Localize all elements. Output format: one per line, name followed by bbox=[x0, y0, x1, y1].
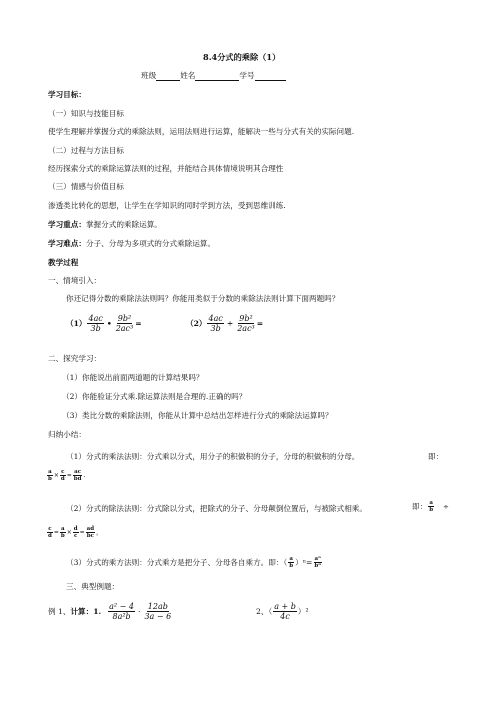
r1-frac-result bbox=[73, 469, 86, 482]
r2-times: × bbox=[66, 529, 72, 536]
eq1-frac-b bbox=[115, 314, 135, 333]
eq1-b-num: 9b² bbox=[117, 314, 132, 323]
r1-bd: bd bbox=[73, 476, 82, 482]
process-heading: 教学过程 bbox=[48, 258, 79, 267]
objective-2-text: 经历探索分式的乘除运算法则的过程，并能结合具体情境说明其合理性 bbox=[48, 164, 284, 173]
r3-a: a bbox=[289, 556, 293, 562]
eq2-b-num: 9b² bbox=[239, 314, 253, 323]
objective-3-text: 渗透类比转化的思想，让学生在学知识的同时学到方法，受到思维训练. bbox=[48, 201, 286, 210]
question-3: （3）类比分数的乘除法则，你能从计算中总结出怎样进行分式的乘除法运算吗？ bbox=[62, 411, 333, 420]
eq2-a-num: 4ac bbox=[208, 314, 223, 323]
r2-frac-result bbox=[86, 526, 95, 539]
rule-2-tail-group bbox=[412, 500, 449, 513]
r1-d: d bbox=[60, 476, 65, 482]
equation-2 bbox=[186, 314, 263, 333]
example-1 bbox=[48, 602, 173, 621]
key-point bbox=[48, 220, 162, 230]
r1-times: × bbox=[53, 472, 59, 479]
section-1-text: 你还记得分数的乘除法法则吗？你能用类似于分数的乘除法法则计算下面两题吗？ bbox=[66, 294, 340, 303]
r3-frac-result bbox=[313, 556, 322, 569]
ex1-operator: · bbox=[138, 607, 141, 616]
r1-ac: ac bbox=[74, 469, 82, 475]
r1-c: c bbox=[61, 469, 65, 475]
class-blank[interactable] bbox=[156, 72, 180, 81]
eq1-operator: • bbox=[106, 319, 112, 328]
ex1-b-num: 12ab bbox=[147, 602, 168, 611]
r1-frac-cd bbox=[60, 469, 66, 482]
rule-3-mid: ）ⁿ= bbox=[295, 558, 313, 567]
r2-b: b bbox=[60, 533, 65, 539]
r1-a: a bbox=[48, 469, 52, 475]
r3-bn: bⁿ bbox=[314, 563, 322, 569]
r2-div: ÷ bbox=[443, 502, 449, 511]
r2-eq1: = bbox=[53, 529, 59, 536]
r2-ad: ad bbox=[86, 526, 95, 532]
r2-frac-dc bbox=[73, 526, 79, 539]
r1-b: b bbox=[48, 476, 52, 482]
name-blank[interactable] bbox=[195, 72, 239, 81]
r3-frac-ab bbox=[288, 556, 294, 569]
rule-1: （1）分式的乘法法则：分式乘以分式，用分子的积做积的分子，分母的积做积的分母。 bbox=[66, 452, 360, 461]
question-2: （2）你能验证分式乘.除运算法则是合理的.正确的吗？ bbox=[62, 392, 247, 401]
r2-frac-ab bbox=[60, 526, 66, 539]
key-point-text: 掌握分式的乘除运算。 bbox=[85, 220, 162, 229]
id-blank[interactable] bbox=[255, 72, 286, 81]
objective-3-title: （三）情感与价值目标 bbox=[48, 182, 124, 191]
rule-1-tail: 即： bbox=[428, 452, 444, 461]
difficulty-text: 分子、分母为多项式的分式乘除运算。 bbox=[85, 239, 216, 248]
name-label: 姓名 bbox=[180, 71, 196, 80]
r1-frac-ab bbox=[47, 469, 53, 482]
page-title: 8.4分式的乘除（1） bbox=[203, 52, 281, 62]
eq1-equals: = bbox=[135, 319, 142, 328]
rule-2-formula bbox=[46, 526, 102, 539]
eq2-frac-b bbox=[236, 314, 256, 333]
r1-eq: = bbox=[66, 472, 72, 479]
r2-c2: c bbox=[74, 533, 78, 539]
r2h-b: b bbox=[429, 507, 434, 513]
example-2 bbox=[256, 602, 309, 621]
section-3-heading: 三、典型例题： bbox=[66, 582, 120, 591]
r2-frac-cd bbox=[47, 526, 53, 539]
class-label: 班级 bbox=[141, 71, 157, 80]
summary-heading: 归纳小结： bbox=[48, 430, 86, 439]
difficulty bbox=[48, 239, 215, 249]
eq2-a-den: 3b bbox=[210, 324, 221, 333]
objective-2-title: （二）过程与方法目标 bbox=[48, 146, 124, 155]
ex2-den: 4c bbox=[280, 612, 290, 621]
r1-period: . bbox=[83, 472, 86, 479]
question-1: （1）你能说出前面两道题的计算结果吗？ bbox=[62, 373, 204, 382]
rule-2: （2）分式的除法法则：分式除以分式，把除式的分子、分母颠倒位置后，与被除式相乘。 bbox=[66, 504, 367, 513]
r2-c: c bbox=[48, 526, 52, 532]
eq1-frac-a bbox=[87, 314, 103, 333]
rule-2-tail: 即： bbox=[412, 502, 428, 511]
eq1-b-den: 2ac³ bbox=[115, 324, 134, 333]
section-1-heading: 一、情境引入： bbox=[48, 276, 102, 285]
r2-a: a bbox=[61, 526, 65, 532]
ex2-frac bbox=[273, 602, 297, 621]
rule-1-formula bbox=[46, 469, 85, 482]
eq1-label: （1） bbox=[66, 319, 87, 328]
difficulty-label: 学习难点： bbox=[48, 239, 86, 248]
eq1-a-num: 4ac bbox=[88, 314, 103, 323]
equation-1 bbox=[66, 314, 142, 333]
eq2-label: （2） bbox=[186, 319, 207, 328]
eq2-frac-a bbox=[207, 314, 223, 333]
r2-bc: bc bbox=[86, 533, 94, 539]
eq2-b-den: 2ac³ bbox=[237, 324, 255, 333]
ex1-frac-b bbox=[143, 602, 172, 621]
eq2-equals: = bbox=[256, 319, 264, 328]
objective-1-title: （一）知识与技能目标 bbox=[48, 109, 124, 118]
eq2-operator: ÷ bbox=[226, 319, 234, 328]
r3-b: b bbox=[289, 563, 294, 569]
ex1-a-den: 8a²b bbox=[112, 612, 131, 621]
example-2-label: 2、（ bbox=[256, 607, 273, 616]
r2-d: d bbox=[48, 533, 52, 539]
r2-eq2: = bbox=[79, 529, 85, 536]
r2-period: 。 bbox=[96, 530, 103, 537]
id-label: 学号 bbox=[239, 71, 255, 80]
ex1-a-num: a² − 4 bbox=[109, 602, 135, 611]
r3-an: aⁿ bbox=[314, 556, 321, 562]
student-info-line bbox=[141, 71, 286, 81]
rule-3 bbox=[66, 556, 323, 569]
r2-d2: d bbox=[73, 526, 78, 532]
example-2-end: ）² bbox=[297, 607, 309, 616]
rule-3-text: （3）分式的乘方法则：分式乘方是把分子、分母各自乘方。即：（ bbox=[66, 558, 288, 567]
ex1-frac-a bbox=[108, 602, 135, 621]
ex2-num: a + b bbox=[274, 602, 296, 611]
ex1-b-den: 3a − 6 bbox=[144, 612, 172, 621]
objective-1-text: 使学生理解并掌握分式的乘除法则，运用法则进行运算，能解决一些与分式有关的实际问题. bbox=[48, 127, 355, 136]
example-1-prompt: 计算：1. bbox=[70, 607, 102, 616]
r2-frac-ab-head bbox=[428, 500, 434, 513]
eq1-a-den: 3b bbox=[90, 324, 101, 333]
objectives-heading: 学习目标： bbox=[48, 90, 86, 99]
example-1-label: 例 1、 bbox=[48, 607, 71, 616]
r2h-a: a bbox=[429, 500, 433, 506]
section-2-heading: 二、探究学习： bbox=[48, 354, 102, 363]
key-point-label: 学习重点： bbox=[48, 220, 86, 229]
